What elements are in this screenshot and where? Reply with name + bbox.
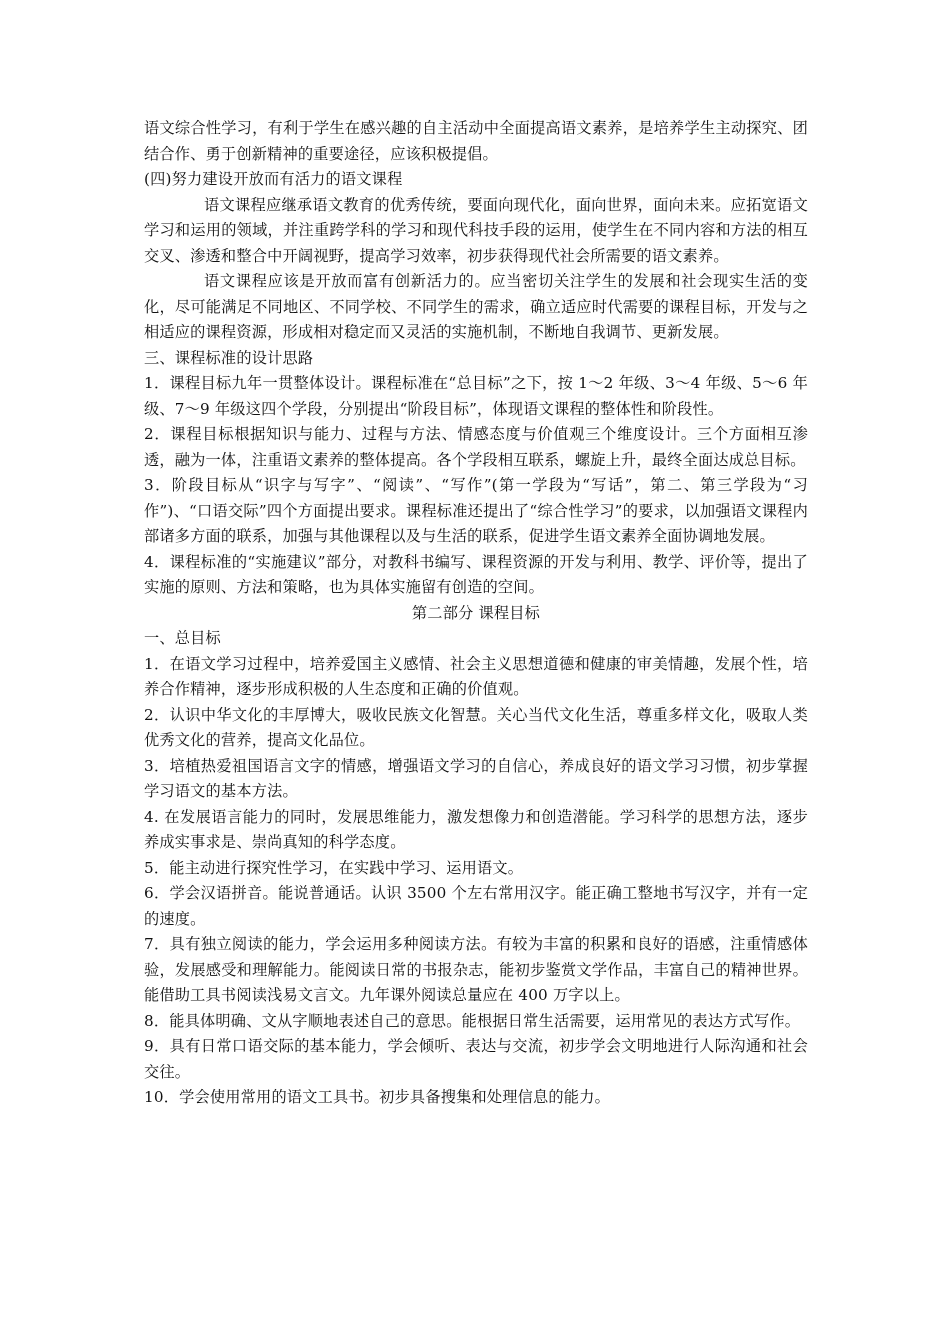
list-item: 2．认识中华文化的丰厚博大，吸收民族文化智慧。关心当代文化生活，尊重多样文化，吸取人类优秀文化的营养，提高文化品位。 [144, 705, 808, 749]
document-page [144, 116, 808, 1111]
section-heading-design-ideas: 三、课程标准的设计思路 [144, 348, 314, 367]
list-item: 3．培植热爱祖国语言文字的情感，增强语文学习的自信心，养成良好的语文学习习惯，初步掌握学习语文的基本方法。 [144, 756, 808, 800]
list-item: 8．能具体明确、文从字顺地表述自己的意思。能根据日常生活需要，运用常见的表达方式写作。 [144, 1011, 801, 1030]
list-item: 4. 在发展语言能力的同时，发展思维能力，激发想像力和创造潜能。学习科学的思想方法，逐步养成实事求是、崇尚真知的科学态度。 [144, 807, 808, 851]
list-item: 1．课程目标九年一贯整体设计。课程标准在“总目标”之下，按 1～2 年级、3～4 年级、5～6 年级、7～9 年级这四个学段，分别提出“阶段目标”，体现语文课程的整体性和阶段性。 [144, 374, 808, 418]
section-heading-overall-goals: 一、总目标 [144, 629, 221, 647]
list-item: 6．学会汉语拼音。能说普通话。认识 3500 个左右常用汉字。能正确工整地书写汉字，并有一定的速度。 [144, 884, 808, 928]
list-item: 5．能主动进行探究性学习，在实践中学习、运用语文。 [144, 858, 524, 877]
paragraph-tradition: 语文课程应继承语文教育的优秀传统，要面向现代化，面向世界，面向未来。应拓宽语文学习和运用的领域，并注重跨学科的学习和现代科技手段的运用，使学生在不同内容和方法的相互交叉、渗透和整合中开阔视野，提高学习效率，初步获得现代社会所需要的语文素养。 [144, 195, 808, 265]
paragraph-comprehensive-learning: 语文综合性学习，有利于学生在感兴趣的自主活动中全面提高语文素养，是培养学生主动探究、团结合作、勇于创新精神的重要途径，应该积极提倡。 [144, 119, 808, 163]
list-item: 7．具有独立阅读的能力，学会运用多种阅读方法。有较为丰富的积累和良好的语感，注重情感体验，发展感受和理解能力。能阅读日常的书报杂志，能初步鉴赏文学作品，丰富自己的精神世界。能借助工具书阅读浅易文言文。九年课外阅读总量应在 400 万字以上。 [144, 935, 808, 1004]
list-item: 1．在语文学习过程中，培养爱国主义感情、社会主义思想道德和健康的审美情趣，发展个性，培养合作精神，逐步形成积极的人生态度和正确的价值观。 [144, 654, 808, 698]
list-item: 10．学会使用常用的语文工具书。初步具备搜集和处理信息的能力。 [144, 1088, 610, 1106]
list-item: 4．课程标准的“实施建议”部分，对教科书编写、课程资源的开发与利用、教学、评价等，提出了实施的原则、方法和策略，也为具体实施留有创造的空间。 [144, 552, 808, 596]
list-item: 3．阶段目标从“识字与写字”、“阅读”、“写作”(第一学段为“写话”，第二、第三学段为“习作”)、“口语交际”四个方面提出要求。课程标准还提出了“综合性学习”的要求，以加强语文课程内部诸多方面的联系，加强与其他课程以及与生活的联系，促进学生语文素养全面协调地发展。 [144, 476, 808, 545]
part-title: 第二部分 课程目标 [411, 603, 541, 622]
section-heading-open-curriculum: (四)努力建设开放而有活力的语文课程 [144, 170, 403, 188]
list-item: 2．课程目标根据知识与能力、过程与方法、情感态度与价值观三个维度设计。三个方面相互渗透，融为一体，注重语文素养的整体提高。各个学段相互联系，螺旋上升，最终全面达成总目标。 [144, 425, 808, 469]
list-item: 9．具有日常口语交际的基本能力，学会倾听、表达与交流，初步学会文明地进行人际沟通和社会交往。 [144, 1037, 808, 1081]
paragraph-innovation: 语文课程应该是开放而富有创新活力的。应当密切关注学生的发展和社会现实生活的变化，尽可能满足不同地区、不同学校、不同学生的需求，确立适应时代需要的课程目标，开发与之相适应的课程资源，形成相对稳定而又灵活的实施机制，不断地自我调节、更新发展。 [144, 272, 808, 341]
